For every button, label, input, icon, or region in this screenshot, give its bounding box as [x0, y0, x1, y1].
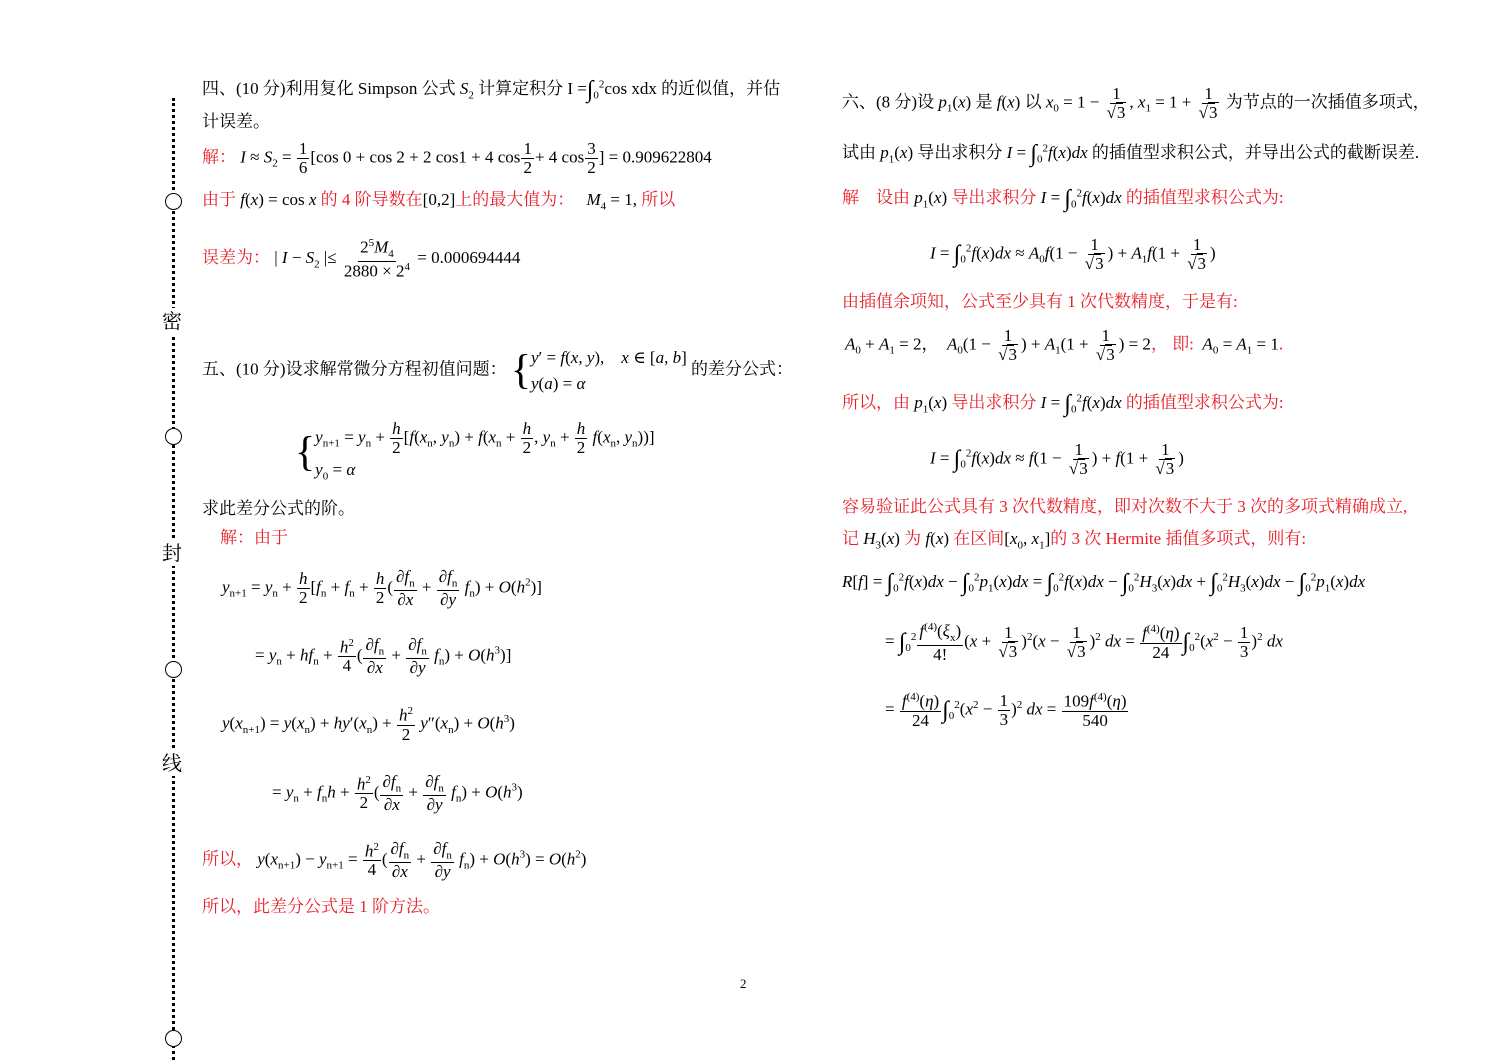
q5-step-4: = $y_n + f_nh$ + $\frac{h^2}{2}$ ( $\frac{\partial f_n}{\partial x}$ + $\frac{\partial f_n}{\partial y}$ $f_n) + O(h^3)$ [272, 772, 523, 814]
dotted-line [172, 98, 175, 1060]
circle-mark [165, 428, 182, 445]
q6-formula-2: $I = \int_0^2f(x)dx \approx f(1$ − $\frac{1}{√3}$ ) + f(1 + $\frac{1}{√3}$ ) [930, 440, 1184, 478]
seal-char-mi: 密 [162, 309, 182, 333]
q6-solution-intro: 解 设由 $p_1(x)$ 导出求积分 $I = \int_0^2f(x)dx$ 的插值型求积公式为: [842, 186, 1284, 212]
q5-step-2: = $y_n + hf_n$ + $\frac{h^2}{4}$ ( $\frac{\partial f_n}{\partial x}$ + $\frac{\partial f_n}{\partial y}$ $f_n) + O(h^3)$] [255, 635, 512, 677]
q6-hermite: 记 $H_3(x)$ 为 f(x) 在区间[$x_0$, $x_1$]的 3 次 Hermite 插值多项式，则有: [842, 529, 1307, 552]
q5-conclusion: 所以，此差分公式是 1 阶方法。 [202, 897, 440, 916]
q6-coefficients: $A_0 + A_1 = 2$， $A_0(1$ − $\frac{1}{√3}$ ) + $A_1(1$ + $\frac{1}{√3}$ ) = 2， 即: $A_0 = A_1 = 1$. [845, 326, 1284, 364]
q4-title: 四、(10 分)利用复化 Simpson 公式 $S_2$ 计算定积分 $I =\int_0^2\cos$ xdx 的近似值，并估 [202, 77, 781, 103]
q5-scheme: { $y_{n+1} = y_n$ + $\frac{h}{2}$ [$f(x_n$, $y_n) + f(x_n$ + $\frac{h}{2}$ , $y_n$ + $\frac{h}{2}$ $f(x_n$, $y_n$))] $y_0 = \alpha$ [295, 419, 655, 483]
seal-char-feng: 封 [162, 541, 182, 565]
seal-char-xian: 线 [162, 751, 182, 775]
q6-remainder: 由插值余项知，公式至少具有 1 次代数精度，于是有: [842, 292, 1238, 311]
q4-reason: 由于 f(x) = cos x 的 4 阶导数在[0,2]上的最大值为： $M_4 = 1$, 所以 [202, 190, 676, 213]
q5-solution-label: 解：由于 [220, 528, 288, 547]
q4-error: 误差为： | $I - S_2$ |≤ $\frac{2^5M_4}{2880 \times 2^4}$ = 0.000694444 [202, 237, 521, 281]
page-number: 2 [740, 976, 747, 991]
q5-title: 五、(10 分)设求解常微分方程初值问题： { y′ = f(x, y), x ∈ [a, b] y(a) = α 的差分公式： [202, 347, 793, 394]
circle-mark [165, 193, 182, 210]
q5-step-3: $y(x_{n+1}) = y(x_n) + hy'(x_n)$ + $\frac{h^2}{2}$ $y''(x_n) + O(h^3)$ [222, 705, 515, 744]
q5-ask: 求此差分公式的阶。 [202, 499, 355, 518]
q6-title: 六、(8 分)设 $p_1(x)$ 是 f(x) 以 $x_0 = 1$ − $\frac{1}{√3}$ , $x_1 = 1$ + $\frac{1}{√3}$ 为节点的一次插值多项式， [842, 84, 1430, 122]
q4-title-cont: 计误差。 [202, 112, 270, 131]
q6-formula-1: $I = \int_0^2f(x)dx \approx A_0f(1$ − $\frac{1}{√3}$ ) + $A_1f(1$ + $\frac{1}{√3}$ ) [930, 235, 1216, 273]
q5-difference: 所以， $y(x_{n+1}) - y_{n+1}$ = $\frac{h^2}{4}$ ( $\frac{\partial f_n}{\partial x}$ + $\frac{\partial f_n}{\partial y}$ $f_n) + O(h^3) = O(h^2)$ [202, 839, 587, 881]
circle-mark [165, 1030, 182, 1047]
q6-verify: 容易验证此公式具有 3 次代数精度，即对次数不大于 3 次的多项式精确成立, [842, 497, 1408, 516]
q6-error-3: = $\frac{f^{(4)}(\eta)}{24}$ $\int_0^2(x^2$ − $\frac{1}{3}$ )$^2$ dx = $\frac{109f^{(4)}(\eta)}{540}$ [885, 691, 1127, 730]
q6-error-2: = $\int_0^2$ $\frac{f^{(4)}(\xi_x)}{4!}$ (x + $\frac{1}{√3}$ )$^2$(x − $\frac{1}{√3}$ )$^2$ dx = $\frac{f^{(4)}(\eta)}{24}$ $\int_0^2(x^2$ − $\frac{1}{3}$ )$^2$ dx [885, 621, 1283, 664]
circle-mark [165, 661, 182, 678]
q6-error-1: $R[f] = \int_0^2f(x)dx - \int_0^2p_1(x)dx = \int_0^2f(x)dx - \int_0^2H_3(x)dx + \int_0^2H_3(x)dx - \int_0^2p_1(x)dx$ [842, 570, 1366, 596]
q5-step-1: $y_{n+1} = y_n$ + $\frac{h}{2}$ [$f_n + f_n$ + $\frac{h}{2}$ ( $\frac{\partial f_n}{\partial x}$ + $\frac{\partial f_n}{\partial y}$ $f_n) + O(h^2)$] [222, 567, 542, 609]
q4-solution: 解： $I \approx S_2$ = $\frac{1}{6}$ [cos 0 + cos 2 + 2 cos1 + 4 cos $\frac{1}{2}$ + 4 cos $\frac{3}{2}$ ] = 0.909622804 [202, 139, 712, 177]
q6-so: 所以，由 $p_1(x)$ 导出求积分 $I = \int_0^2f(x)dx$ 的插值型求积公式为: [842, 391, 1284, 417]
q6-title-line2: 试由 $p_1(x)$ 导出求积分 $I = \int_0^2f(x)dx$ 的插值型求积公式，并导出公式的截断误差. [842, 141, 1420, 167]
